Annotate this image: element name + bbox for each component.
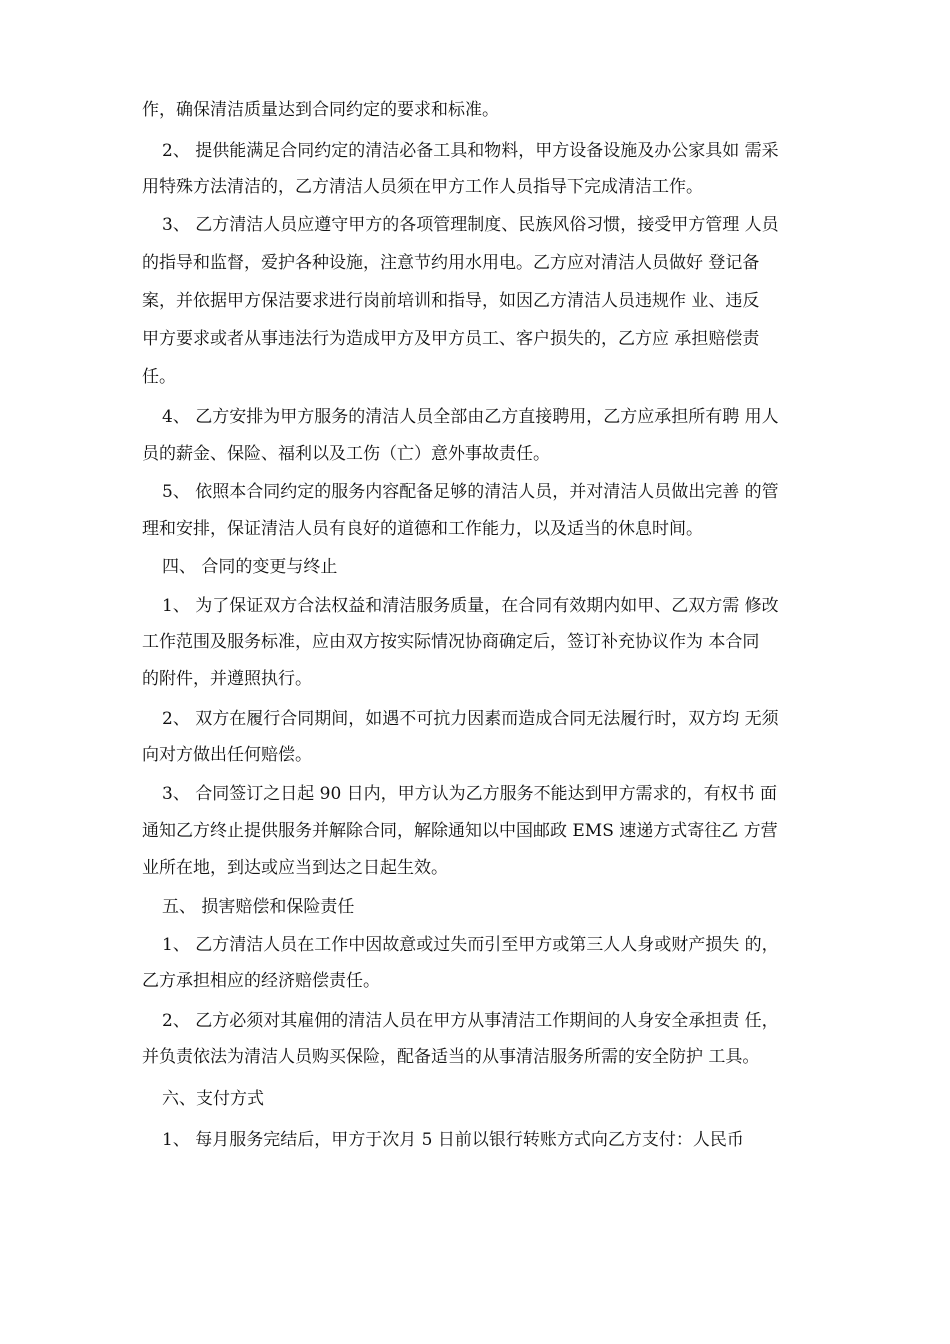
text-line: 4、 乙方安排为甲方服务的清洁人员全部由乙方直接聘用，乙方应承担所有聘 用人 (162, 407, 779, 427)
text-line: 工作范围及服务标准，应由双方按实际情况协商确定后，签订补充协议作为 本合同 (142, 632, 760, 652)
text-line: 员的薪金、保险、福利以及工伤（亡）意外事故责任。 (142, 444, 550, 464)
text-line: 2、 乙方必须对其雇佣的清洁人员在甲方从事清洁工作期间的人身安全承担责 任， (162, 1011, 779, 1031)
text-line: 1、 乙方清洁人员在工作中因故意或过失而引至甲方或第三人人身或财产损失 的， (162, 935, 779, 955)
text-line: 的指导和监督，爱护各种设施，注意节约用水用电。乙方应对清洁人员做好 登记备 (142, 253, 760, 273)
text-line: 理和安排，保证清洁人员有良好的道德和工作能力，以及适当的休息时间。 (142, 519, 703, 539)
text-line: 案，并依据甲方保洁要求进行岗前培训和指导，如因乙方清洁人员违规作 业、违反 (142, 291, 760, 311)
text-line: 2、 双方在履行合同期间，如遇不可抗力因素而造成合同无法履行时，双方均 无须 (162, 709, 779, 729)
text-line: 2、 提供能满足合同约定的清洁必备工具和物料，甲方设备设施及办公家具如 需采 (162, 141, 779, 161)
text-line: 作，确保清洁质量达到合同约定的要求和标准。 (142, 100, 499, 120)
text-line: 1、 为了保证双方合法权益和清洁服务质量，在合同有效期内如甲、乙双方需 修改 (162, 596, 779, 616)
text-line: 任。 (142, 367, 176, 387)
text-line: 甲方要求或者从事违法行为造成甲方及甲方员工、客户损失的，乙方应 承担赔偿责 (142, 329, 760, 349)
text-line: 1、 每月服务完结后，甲方于次月 5 日前以银行转账方式向乙方支付：人民币 (162, 1130, 744, 1150)
text-line: 5、 依照本合同约定的服务内容配备足够的清洁人员，并对清洁人员做出完善 的管 (162, 482, 779, 502)
text-line: 通知乙方终止提供服务并解除合同，解除通知以中国邮政 EMS 速递方式寄往乙 方营 (142, 821, 778, 841)
section-heading: 五、 损害赔偿和保险责任 (162, 897, 355, 917)
text-line: 业所在地，到达或应当到达之日起生效。 (142, 858, 448, 878)
text-line: 向对方做出任何赔偿。 (142, 745, 312, 765)
text-line: 的附件，并遵照执行。 (142, 669, 312, 689)
text-line: 并负责依法为清洁人员购买保险，配备适当的从事清洁服务所需的安全防护 工具。 (142, 1047, 760, 1067)
section-heading: 四、 合同的变更与终止 (162, 557, 338, 577)
text-line: 用特殊方法清洁的，乙方清洁人员须在甲方工作人员指导下完成清洁工作。 (142, 177, 703, 197)
text-line: 3、 乙方清洁人员应遵守甲方的各项管理制度、民族风俗习惯，接受甲方管理 人员 (162, 215, 779, 235)
text-line: 3、 合同签订之日起 90 日内，甲方认为乙方服务不能达到甲方需求的，有权书 面 (162, 784, 778, 804)
section-heading: 六、支付方式 (162, 1089, 264, 1109)
text-line: 乙方承担相应的经济赔偿责任。 (142, 971, 380, 991)
